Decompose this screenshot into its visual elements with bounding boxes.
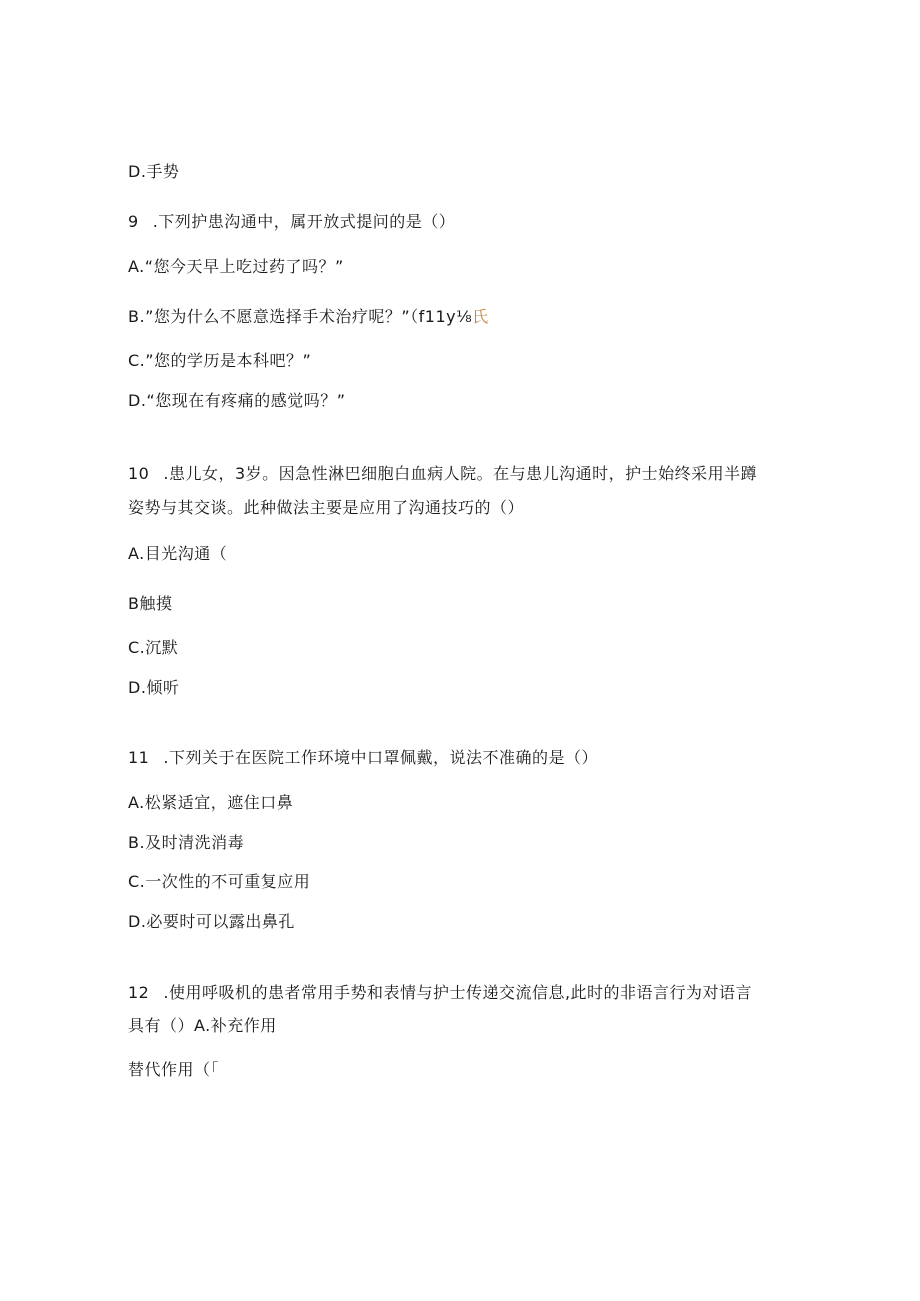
question-12-line-2: 具有（）A.补充作用 (128, 1016, 277, 1035)
q9-option-b (128, 306, 489, 328)
question-10 (128, 463, 757, 485)
question-stem: .下列关于在医院工作环境中口罩佩戴，说法不准确的是（） (163, 748, 598, 767)
q11-option-b: B.及时清洗消毒 (128, 833, 245, 852)
q10-option-a: A.目光沟通（ (128, 544, 228, 563)
question-12-line-3: 替代作用（「 (128, 1060, 220, 1079)
q11-option-a: A.松紧适宜，遮住口鼻 (128, 793, 294, 812)
question-number: 10 (128, 464, 150, 483)
question-number: 9 (128, 212, 139, 231)
question-9 (128, 211, 455, 233)
question-stem: .下列护患沟通中，属开放式提问的是（） (152, 212, 456, 231)
question-number: 12 (128, 983, 150, 1002)
question-12 (128, 982, 752, 1004)
question-number: 11 (128, 748, 150, 767)
q9-option-d: D.“您现在有疼痛的感觉吗？” (128, 391, 346, 410)
q10-option-d: D.倾听 (128, 678, 180, 697)
q8-option-d: D.手势 (128, 162, 180, 181)
q9-option-b-tail: 氏 (472, 307, 489, 326)
q9-option-a: A.“您今天早上吃过药了吗？” (128, 257, 344, 276)
question-10-line-2: 姿势与其交谈。此种做法主要是应用了沟通技巧的（） (128, 498, 525, 517)
q10-option-c: C.沉默 (128, 638, 179, 657)
q9-option-b-text: B.”您为什么不愿意选择手术治疗呢？”（f11y⅛ (128, 307, 473, 326)
question-stem-line-1: .使用呼吸机的患者常用手势和表情与护士传递交流信息,此时的非语言行为对语言 (163, 983, 753, 1002)
q11-option-d: D.必要时可以露出鼻孔 (128, 912, 295, 931)
q11-option-c: C.一次性的不可重复应用 (128, 872, 311, 891)
question-stem-line-1: .患儿女，3岁。因急性淋巴细胞白血病人院。在与患儿沟通时，护士始终采用半蹲 (163, 464, 758, 483)
q10-option-b: B触摸 (128, 594, 173, 613)
q9-option-c: C.”您的学历是本科吧？” (128, 351, 312, 370)
question-11 (128, 747, 598, 769)
